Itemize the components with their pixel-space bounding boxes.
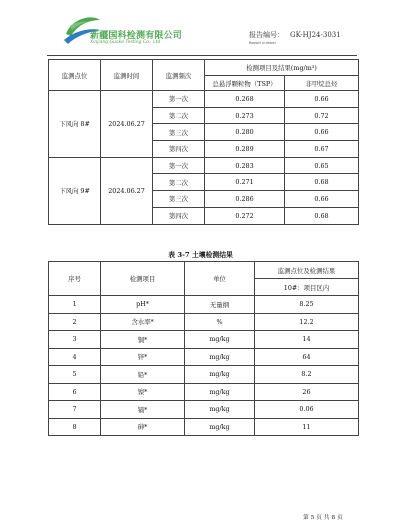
row-number: 7 [49, 401, 101, 419]
tsp-value: 0.283 [205, 157, 285, 174]
monitoring-frequency: 第一次 [153, 91, 205, 108]
header-divider [47, 55, 357, 56]
monitoring-frequency: 第二次 [153, 107, 205, 124]
row-number: 3 [49, 331, 101, 349]
monitoring-frequency: 第一次 [153, 157, 205, 174]
test-item: 锌* [101, 348, 185, 366]
test-item: 含水率* [101, 313, 185, 331]
table-row [49, 296, 359, 314]
nmhc-value: 0.65 [285, 157, 359, 174]
unit: mg/kg [185, 331, 255, 349]
table-row [49, 331, 359, 349]
row-number: 8 [49, 418, 101, 436]
header-frequency: 监测频次 [153, 60, 205, 91]
table-row [49, 366, 359, 384]
row-number: 5 [49, 366, 101, 384]
nmhc-value: 0.66 [285, 191, 359, 208]
table-row [49, 401, 359, 419]
header-unit: 单位 [185, 262, 255, 296]
unit: mg/kg [185, 366, 255, 384]
monitoring-point: 下风向 8# [49, 91, 101, 158]
air-monitoring-table [48, 59, 359, 225]
tsp-value: 0.289 [205, 141, 285, 158]
soil-results-table [48, 261, 359, 436]
table-row [49, 418, 359, 436]
tsp-value: 0.280 [205, 124, 285, 141]
result-value: 64 [255, 348, 359, 366]
result-value: 0.06 [255, 401, 359, 419]
test-item: 镉* [101, 401, 185, 419]
test-item: 铅* [101, 366, 185, 384]
monitoring-frequency: 第三次 [153, 124, 205, 141]
nmhc-value: 0.66 [285, 124, 359, 141]
report-number [249, 30, 341, 40]
header-results: 检测项目及结果(mg/m³) [205, 60, 359, 76]
unit: mg/kg [185, 383, 255, 401]
page-number: 第 5 页 共 8 页 [303, 515, 343, 521]
result-value: 8.25 [255, 296, 359, 314]
nmhc-value: 0.66 [285, 91, 359, 108]
test-item: 砷* [101, 418, 185, 436]
tsp-value: 0.273 [205, 107, 285, 124]
nmhc-value: 0.68 [285, 207, 359, 224]
monitoring-time: 2024.06.27 [101, 91, 153, 158]
header-time: 监测时间 [101, 60, 153, 91]
test-item: pH* [101, 296, 185, 314]
result-value: 14 [255, 331, 359, 349]
header-nmhc: 非甲烷总烃 [285, 76, 359, 91]
row-number: 1 [49, 296, 101, 314]
result-value: 12.2 [255, 313, 359, 331]
table-row [49, 157, 359, 174]
monitoring-frequency: 第二次 [153, 174, 205, 191]
monitoring-frequency: 第四次 [153, 141, 205, 158]
company-name-cn: 新疆国科检测有限公司 [90, 31, 183, 41]
header-results: 监测点位及检测结果 [255, 262, 359, 279]
monitoring-frequency: 第四次 [153, 207, 205, 224]
table-row [49, 91, 359, 108]
tsp-value: 0.268 [205, 91, 285, 108]
header-point: 10#：项目区内 [255, 279, 359, 296]
nmhc-value: 0.67 [285, 141, 359, 158]
unit: 无量纲 [185, 296, 255, 314]
header-no: 序号 [49, 262, 101, 296]
report-number-value: GK-HJ24-3031 [290, 31, 341, 39]
table-row [49, 348, 359, 366]
unit: mg/kg [185, 348, 255, 366]
nmhc-value: 0.68 [285, 174, 359, 191]
report-number-label: 报告编号： [249, 31, 284, 39]
table-row [49, 383, 359, 401]
result-value: 11 [255, 418, 359, 436]
header-item: 检测项目 [101, 262, 185, 296]
row-number: 6 [49, 383, 101, 401]
test-item: 镍* [101, 383, 185, 401]
nmhc-value: 0.72 [285, 107, 359, 124]
tsp-value: 0.272 [205, 207, 285, 224]
result-value: 8.2 [255, 366, 359, 384]
tsp-value: 0.271 [205, 174, 285, 191]
monitoring-frequency: 第三次 [153, 191, 205, 208]
table-row [49, 313, 359, 331]
company-name-en: Xinjiang Guoke Testing Co., Ltd [90, 40, 161, 45]
row-number: 4 [49, 348, 101, 366]
result-value: 26 [255, 383, 359, 401]
monitoring-time: 2024.06.27 [101, 157, 153, 224]
row-number: 2 [49, 313, 101, 331]
report-number-en: Report number [249, 41, 277, 45]
company-logo [62, 14, 212, 54]
unit: % [185, 313, 255, 331]
soil-table-caption: 表 3-7 土壤检测结果 [168, 251, 233, 259]
header-tsp: 总悬浮颗粒物（TSP） [205, 76, 285, 91]
header-point: 监测点位 [49, 60, 101, 91]
test-item: 铜* [101, 331, 185, 349]
monitoring-point: 下风向 9# [49, 157, 101, 224]
unit: mg/kg [185, 418, 255, 436]
tsp-value: 0.286 [205, 191, 285, 208]
unit: mg/kg [185, 401, 255, 419]
